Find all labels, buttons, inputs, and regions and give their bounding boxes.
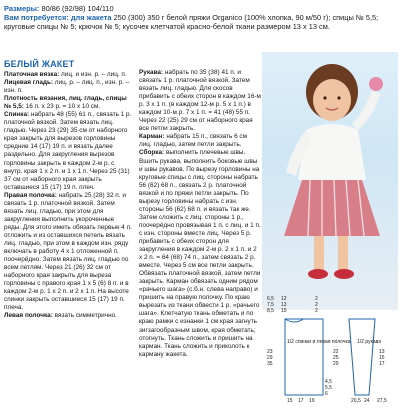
dim-label: 2 xyxy=(315,308,318,314)
dim-label: 29 xyxy=(333,361,339,367)
materials-label: Вам потребуется: для жакета xyxy=(4,13,112,23)
materials-line xyxy=(4,13,396,31)
dim-label: 4,5 xyxy=(325,379,332,385)
dim-label: 6,5 xyxy=(267,296,274,302)
paragraph-right-front: Правая полочка: набрать 25 (28) 32 п. и связать 1 р. платочной вязкой. Затем вязать лиц. гладью, при этом для закругления выполнить укороченные ряды. Для этого иметь обязать первые 4 п. отложить и из оставшихся петель вязать лиц. гладью, при этом в каждом изн. ряду включать в работу 4 х 1 отложенной п. поочерёдно. Затем вязать лиц. гладью по всем петлям. Через 21 (26) 32 см от наборного края закрыть для выреза горловины с правого края 1 х 5 (6) 8 п. и в каждом 2-м р. 1 х 2 п. и 2 х 1 п. На высоте спинки закрыть оставшиеся 15 (17) 19 п. плеча. xyxy=(4,191,132,312)
paragraph-sleeves: Рукава: набрать по 35 (38) 41 п. и связать 1 р. платочной вязкой. Затем вязать лиц. гладью. Для скосов прибавить с обеих сторон в каждом 16-м р. 3 х 1 п. (в каждом 12-м р. 5 х 1 п.) в каждом 10-м р. 7 х 1 п. = 41 (48) 55 п. Через 22 (25) 29 см от наборного края все петли закрыть. xyxy=(139,69,261,133)
dim-label: 29 xyxy=(267,355,273,361)
dim-label: 15 xyxy=(379,355,385,361)
sizes-label: Размеры: xyxy=(4,4,40,13)
dim-label: 25 xyxy=(333,355,339,361)
sleeve-piece-label: 1/2 рукава xyxy=(357,339,382,345)
paragraph-pocket: Карман: набрать 15 п., связать 6 см лиц. гладью, затем петли закрыть. xyxy=(139,133,248,149)
dim-label: 15 xyxy=(287,398,293,403)
dim-label: 19 xyxy=(309,398,315,403)
paragraph-stitch: Платочная вязка: лиц. и изн. р. – лиц. п. xyxy=(4,71,127,78)
dim-label: 35 xyxy=(267,361,273,367)
sleeve-piece-outline xyxy=(349,319,375,395)
dim-label: 8,5 xyxy=(267,308,274,314)
dim-label: 22 xyxy=(333,349,339,355)
dim-label: 2 xyxy=(315,296,318,302)
materials-value: 250 (300) 350 г белой пряжи Organico (100% хлопка, 90 м/50 г); спицы № 5,5; круговые спицы № 5; крючок № 5; кусочек клетчатой красно-белой ткани размером 13 х 13 см. xyxy=(4,13,379,32)
dim-label: 15 xyxy=(281,308,287,314)
dim-label: 13 xyxy=(379,349,385,355)
dim-label: 27,5 xyxy=(377,398,387,403)
girl-photo xyxy=(262,52,398,310)
paragraph-back: Спинка: набрать 48 (55) 61 п., связать 1 р. платочной вязкой. Затем вязать лиц. гладью. Через 23 (29) 35 см от наборного края закрыть для вырезов горловины средние 14 (17) 19 п. и вязать далее раздельно. Для закругления вырезов горловины закрыть в каждом 2-м р. с внутр. края 1 х 2 п. и 1 х 1 п. Через 25 (31) 37 см от наборного края закрыть оставшиеся 15 (17) 19 п. плеч. xyxy=(4,111,132,191)
sizes-line xyxy=(4,4,396,13)
dim-label: 6 xyxy=(325,391,328,397)
pattern-schematic xyxy=(263,291,398,403)
dim-label: 12 xyxy=(281,296,287,302)
paragraph-assembly: Сборка: выполнить плечевые швы. Вшить рукава, выполнить боковые швы и швы рукавов. По вырезу горловины на круговые спицы с лиц. стороны набрать 56 (62) 68 п., связать 2 р. платочной вязкой и по пряжи петли закрыть. По вырезу горловины набрать с изн. стороны 56 (62) 68 п. и вязать так же. Затем сложить с лиц. стороны 1 р., поочерёдно провязывая 1 п. с лиц. и 1 п. с изн. стороны вместе лиц. Через 5 р. прибавить с обеих сторон для закругления в каждом 2-м р. 2 х 1 п. и 2 х 2 п. = 64 (68) 74 п., затем связать 2 р. вместе. Через 5 см все петли закрыть. Обвязать платочной вязкой, затем петли закрыть. Карман обвязать одним рядом «рачьего шага» (с.б.н. слева направо) и пришить на правую полочку. По краю вырезать из ткани обвести 1 р. «рачьего шага». Клетчатую ткань обметать и по краю рамки с изнанки 1 см края загнуть зигзагообразным швом, края обметать; отогнуть. Ткань сложить и пришить на карман. Ткань сложить и приколоть к карману жакета. xyxy=(139,149,261,358)
dim-label: 23 xyxy=(267,349,273,355)
paragraph-left-front: Левая полочка: вязать симметрично. xyxy=(4,312,117,320)
dim-label: 2 xyxy=(315,302,318,308)
pattern-diagram xyxy=(263,291,398,403)
dim-label: 17 xyxy=(298,398,304,403)
dim-label: 24 xyxy=(364,398,370,403)
paragraph-stockinette: Лицевая гладь: лиц. р. – лиц. п., изн. р. – изн. п. xyxy=(4,79,130,95)
instructions-column-2 xyxy=(139,69,261,359)
dim-label: 13 xyxy=(281,302,287,308)
body-piece-label: 1/2 спинки и левая полочка xyxy=(287,339,351,345)
dim-label: 5,5 xyxy=(325,385,332,391)
dim-label: 17 xyxy=(379,361,385,367)
girl-illustration xyxy=(262,52,398,310)
header xyxy=(4,4,396,32)
body-piece-outline xyxy=(285,319,323,395)
jacket-title: БЕЛЫЙ ЖАКЕТ xyxy=(4,59,75,69)
sizes-value: 80/86 (92/98) 104/110 xyxy=(41,4,114,13)
instructions-column-1 xyxy=(4,71,132,320)
dim-label: 7,5 xyxy=(267,302,274,308)
paragraph-gauge: Плотность вязания, лиц. гладь, спицы № 5,5: 16 п. х 23 р. = 10 х 10 см. xyxy=(4,95,127,111)
dim-label: 20,5 xyxy=(351,398,361,403)
